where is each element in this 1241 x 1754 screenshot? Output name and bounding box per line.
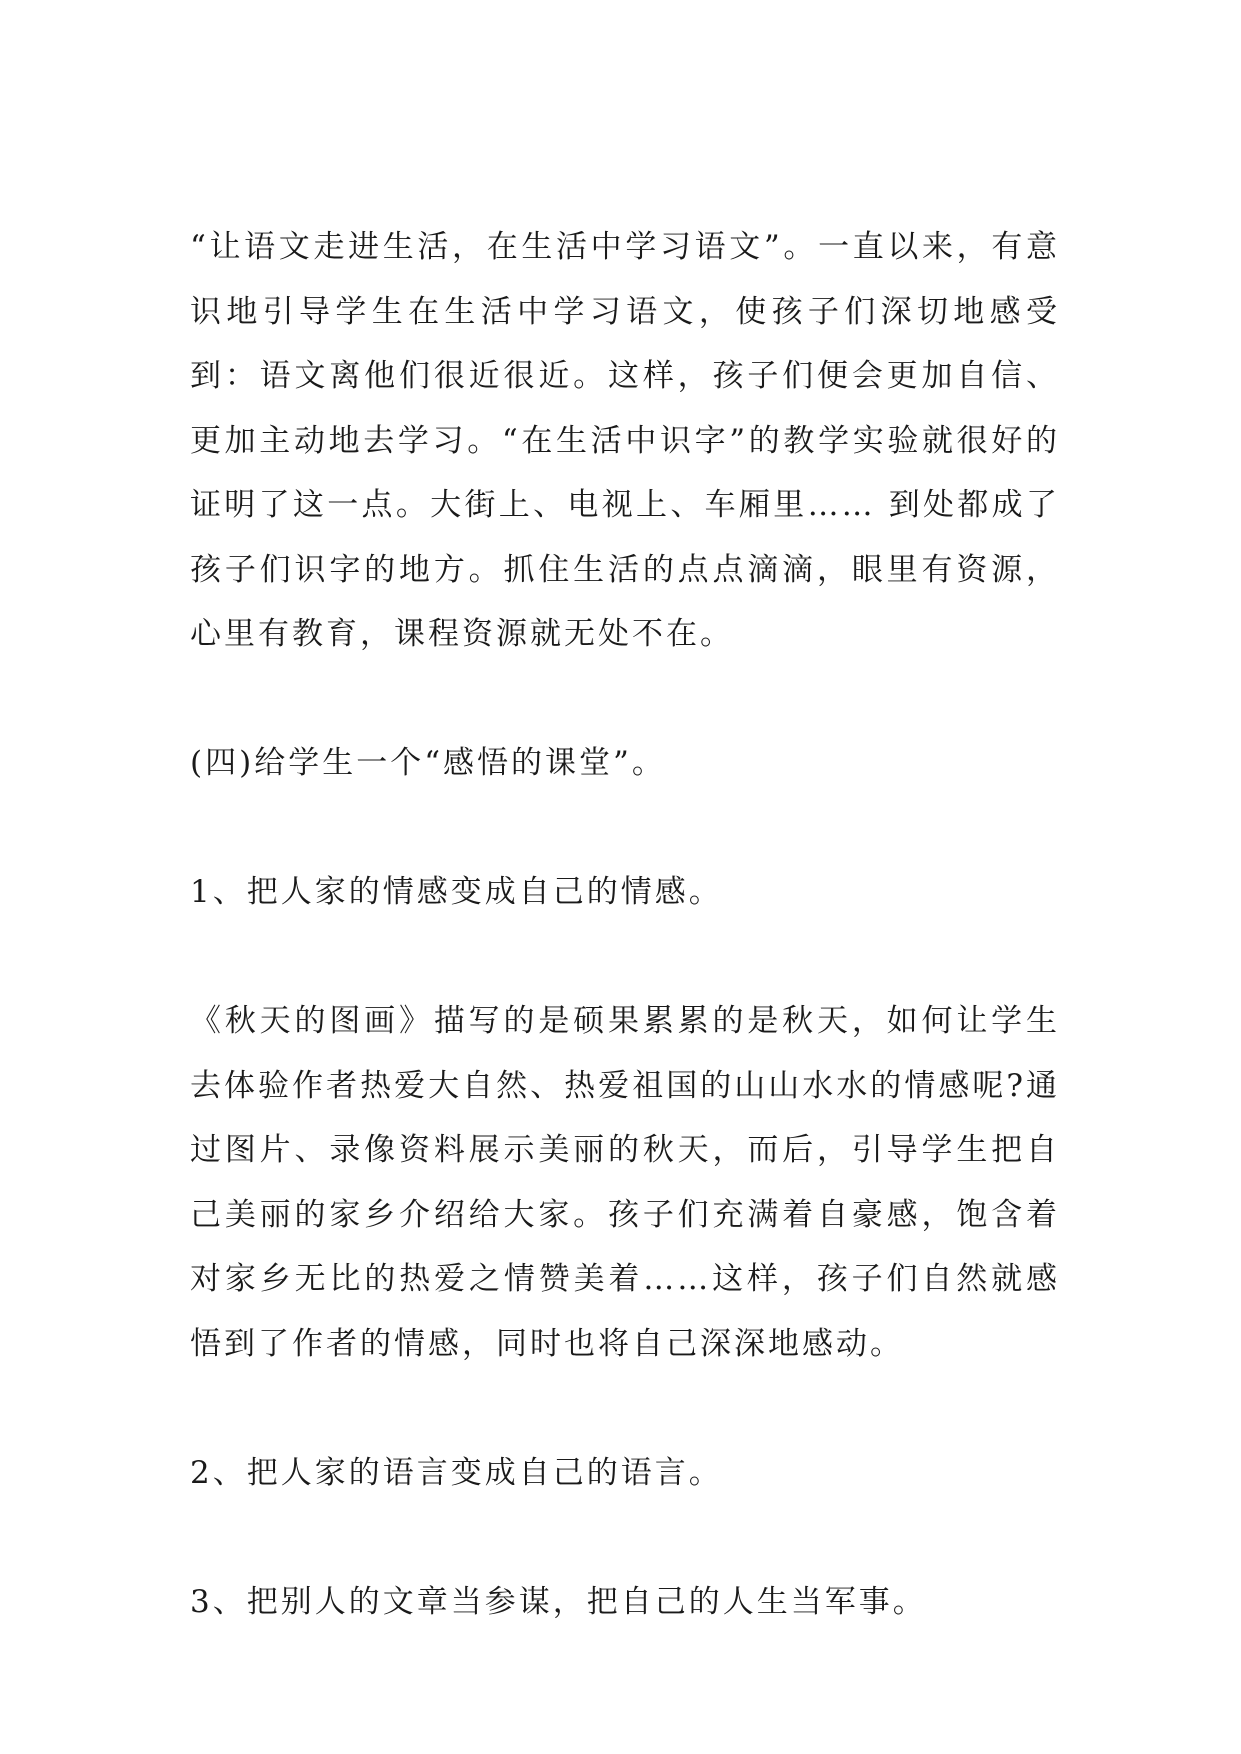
paragraph-life-language: “让语文走进生活，在生活中学习语文”。一直以来，有意识地引导学生在生活中学习语文，使孩子们深切地感受到：语文离他们很近很近。这样，孩子们便会更加自信、更加主动地去学习。“在生活中识字”的教学实验就很好的证明了这一点。大街上、电视上、车厢里…… 到处都成了孩子们识字的地方。抓住生活的点点滴滴，眼里有资源，心里有教育，课程资源就无处不在。 [190,229,1060,652]
paragraph-autumn-picture: 《秋天的图画》描写的是硕果累累的是秋天，如何让学生去体验作者热爱大自然、热爱祖国的山山水水的情感呢?通过图片、录像资料展示美丽的秋天，而后，引导学生把自己美丽的家乡介绍给大家。孩子们充满着自豪感，饱含着对家乡无比的热爱之情赞美着……这样，孩子们自然就感悟到了作者的情感，同时也将自己深深地感动。 [190,1003,1060,1362]
list-item-2: 2、把人家的语言变成自己的语言。 [190,1454,723,1491]
document-body [190,215,1060,1634]
list-item-3: 3、把别人的文章当参谋，把自己的人生当军事。 [190,1583,927,1620]
list-item-1: 1、把人家的情感变成自己的情感。 [190,874,723,910]
section-heading-four: (四)给学生一个“感悟的课堂”。 [190,745,666,781]
